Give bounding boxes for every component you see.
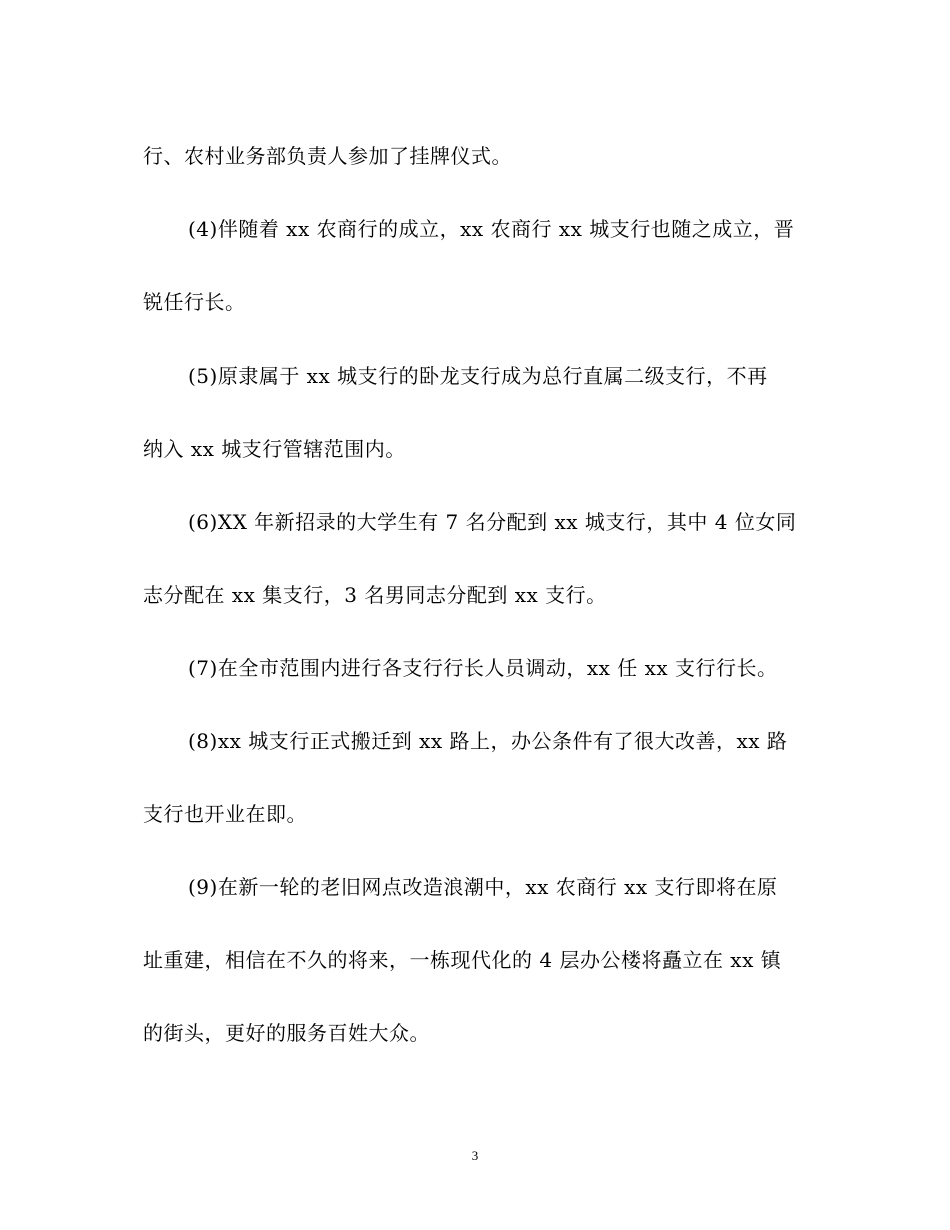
page-number: 3: [471, 1148, 479, 1163]
text-line: 支行也开业在即。: [143, 802, 307, 826]
text-line: 的街头，更好的服务百姓大众。: [143, 1021, 430, 1045]
text-line: 志分配在 xx 集支行，3 名男同志分配到 xx 支行。: [143, 583, 607, 607]
text-line: (5)原隶属于 xx 城支行的卧龙支行成为总行直属二级支行，不再: [188, 364, 768, 388]
text-line: (7)在全市范围内进行各支行行长人员调动，xx 任 xx 支行行长。: [188, 656, 778, 680]
text-line: (9)在新一轮的老旧网点改造浪潮中，xx 农商行 xx 支行即将在原: [188, 875, 778, 899]
text-line: (6)XX 年新招录的大学生有 7 名分配到 xx 城支行，其中 4 位女同: [188, 510, 797, 534]
text-line: 址重建，相信在不久的将来，一栋现代化的 4 层办公楼将矗立在 xx 镇: [143, 948, 782, 972]
text-line: 纳入 xx 城支行管辖范围内。: [143, 437, 406, 461]
text-line: 行、农村业务部负责人参加了挂牌仪式。: [143, 144, 512, 168]
text-line: (8)xx 城支行正式搬迁到 xx 路上，办公条件有了很大改善，xx 路: [188, 729, 788, 753]
text-line: 锐任行长。: [143, 290, 246, 314]
text-line: (4)伴随着 xx 农商行的成立，xx 农商行 xx 城支行也随之成立，晋: [188, 217, 795, 241]
